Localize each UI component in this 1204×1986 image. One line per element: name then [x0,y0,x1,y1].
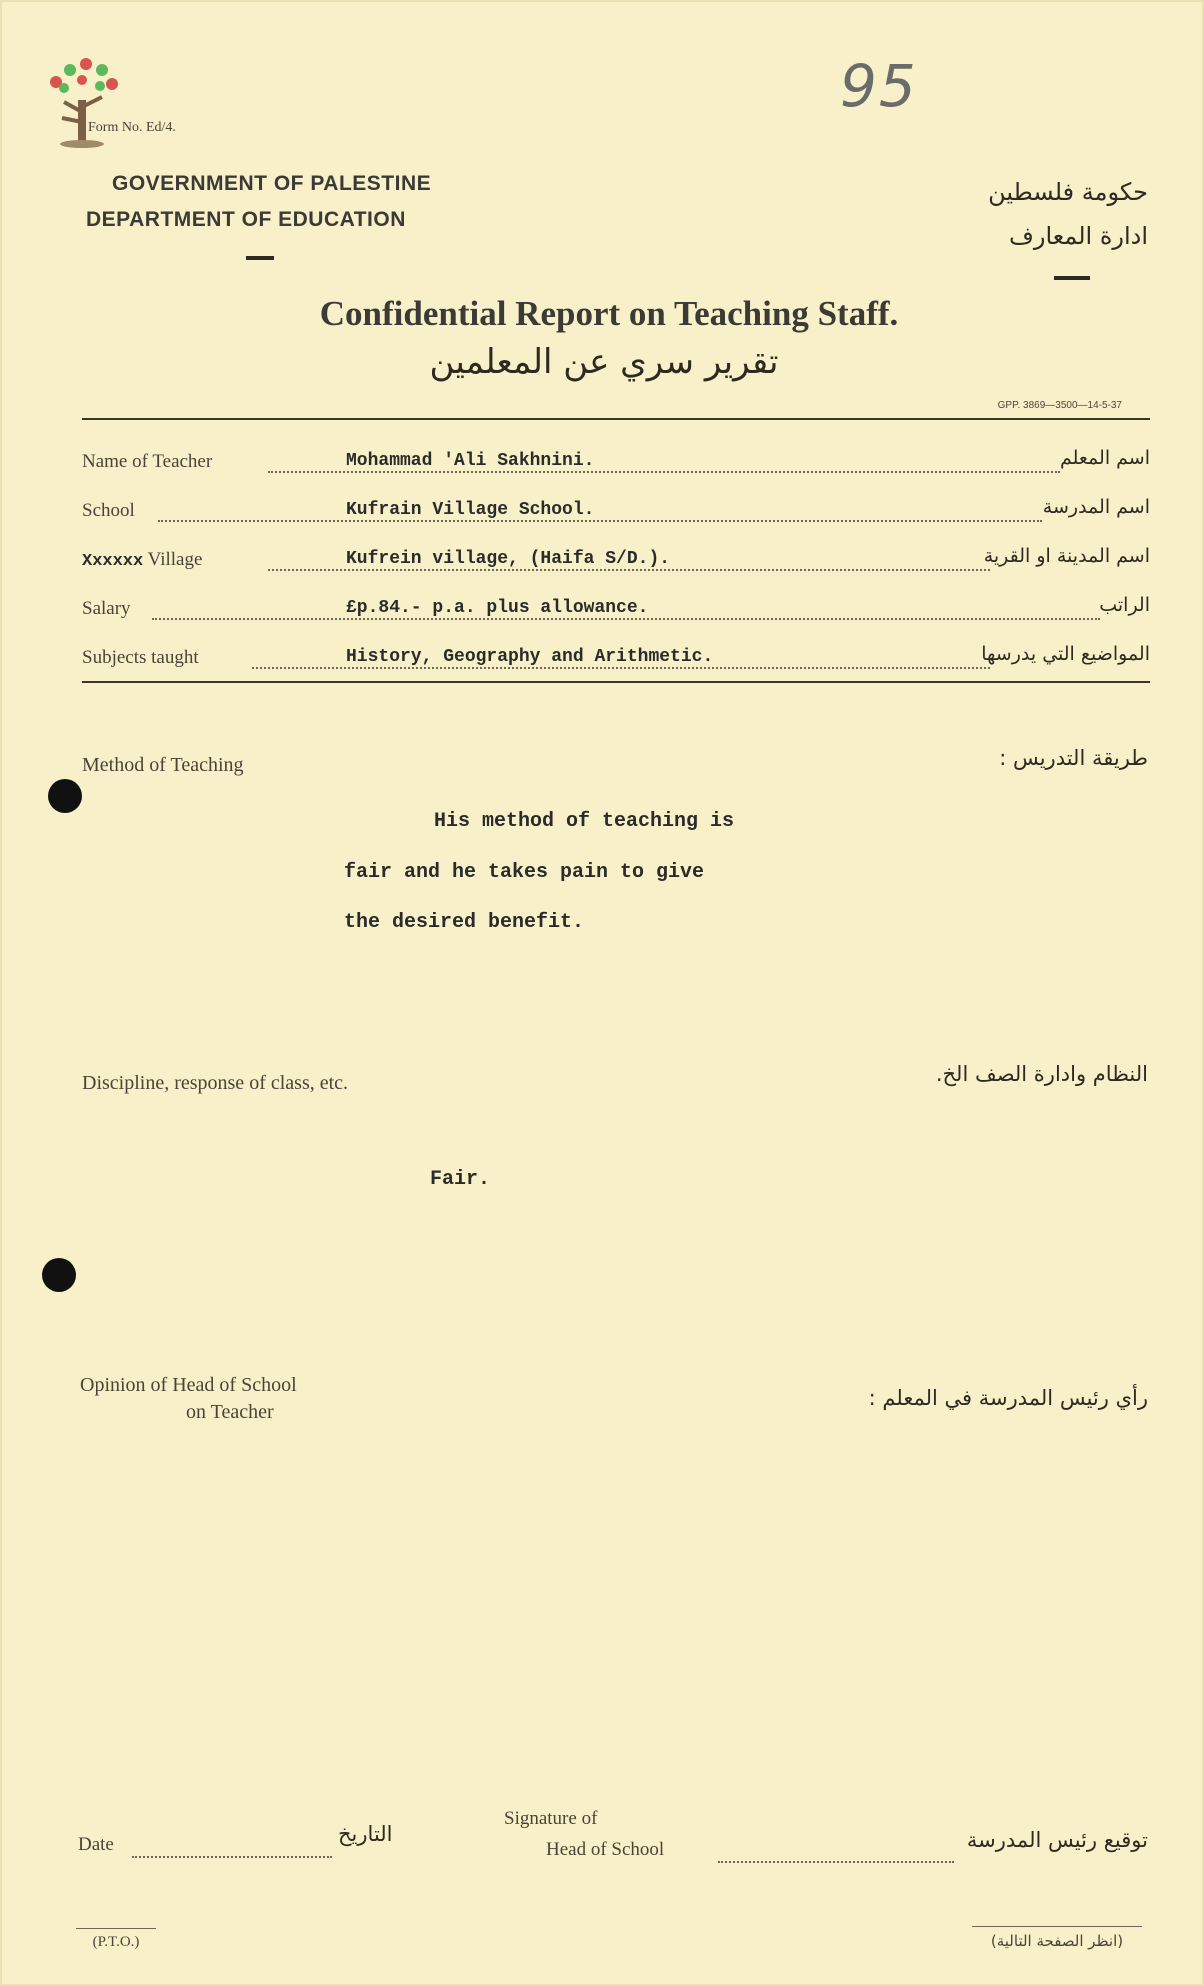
field-label-ar: اسم المعلم [1059,447,1150,469]
signature-dotted-line [718,1861,954,1863]
field-value: Mohammad 'Ali Sakhnini. [346,451,595,471]
dotted-line [252,667,990,669]
field-label-ar: المواضيع التي يدرسها [981,643,1150,665]
table-rule-top [82,418,1150,420]
field-row-village [82,543,1150,579]
form-number: Form No. Ed/4. [88,120,176,135]
punch-hole [48,779,82,813]
date-label-ar: التاريخ [338,1822,393,1846]
method-text-line: fair and he takes pain to give [344,861,705,884]
dotted-line [152,618,1100,620]
field-label: School [82,500,135,521]
report-title-en: Confidential Report on Teaching Staff. [319,294,899,333]
government-heading-en: GOVERNMENT OF PALESTINE [112,172,432,195]
field-label: Name of Teacher [82,451,213,472]
table-rule-bottom [82,681,1150,683]
field-label-text: Village [147,549,203,570]
field-label-ar: اسم المدينة او القرية [983,545,1150,567]
field-label-ar: الراتب [1099,594,1150,616]
method-text-line: His method of teaching is [434,810,735,833]
report-title-ar: تقرير سري عن المعلمين [429,342,779,382]
department-heading-ar: ادارة المعارف [1008,222,1148,250]
archive-tree-logo-icon [42,52,122,152]
department-heading-en: DEPARTMENT OF EDUCATION [86,208,406,231]
struck-out-word: Xxxxxx [82,552,144,571]
field-label [82,549,202,571]
field-value: £p.84.- p.a. plus allowance. [346,598,649,618]
field-value: Kufrein village, (Haifa S/D.). [346,549,671,569]
divider-dash [246,256,274,260]
field-value: Kufrain Village School. [346,500,595,520]
dotted-line [158,520,1042,522]
signature-label-ar: توقيع رئيس المدرسة [966,1828,1148,1852]
handwritten-page-number: 95 [840,52,918,120]
method-text-line: the desired benefit. [344,911,585,934]
dotted-line [268,569,990,571]
field-row-subjects [82,641,1150,677]
date-label-en: Date [78,1834,114,1855]
method-label-ar: طريقة التدريس : [999,746,1148,770]
signature-label-en-line1: Signature of [504,1808,598,1829]
field-label: Salary [82,598,131,619]
divider-dash [1054,276,1090,280]
field-row-salary [82,592,1150,628]
method-label-en: Method of Teaching [82,754,244,776]
discipline-label-en: Discipline, response of class, etc. [82,1072,349,1094]
field-row-school [82,494,1150,530]
date-dotted-line [132,1856,332,1858]
field-label: Subjects taught [82,647,199,668]
next-page-note-ar: (انظر الصفحة التالية) [972,1926,1142,1955]
pto-note: (P.T.O.) [76,1928,156,1955]
discipline-value: Fair. [430,1168,491,1191]
field-value: History, Geography and Arithmetic. [346,647,714,667]
opinion-label-en-line2: on Teacher [186,1401,274,1423]
field-row-teacher-name [82,445,1150,481]
discipline-label-ar: النظام وادارة الصف الخ. [935,1062,1148,1086]
print-code: GPP. 3869—3500—14-5-37 [997,400,1122,411]
signature-label-en-line2: Head of School [546,1839,665,1860]
punch-hole [42,1258,76,1292]
field-label-ar: اسم المدرسة [1042,496,1150,518]
government-heading-ar: حكومة فلسطين [988,178,1148,206]
opinion-label-ar: رأي رئيس المدرسة في المعلم : [868,1386,1148,1410]
opinion-label-en-line1: Opinion of Head of School [80,1374,297,1396]
dotted-line [268,471,1060,473]
